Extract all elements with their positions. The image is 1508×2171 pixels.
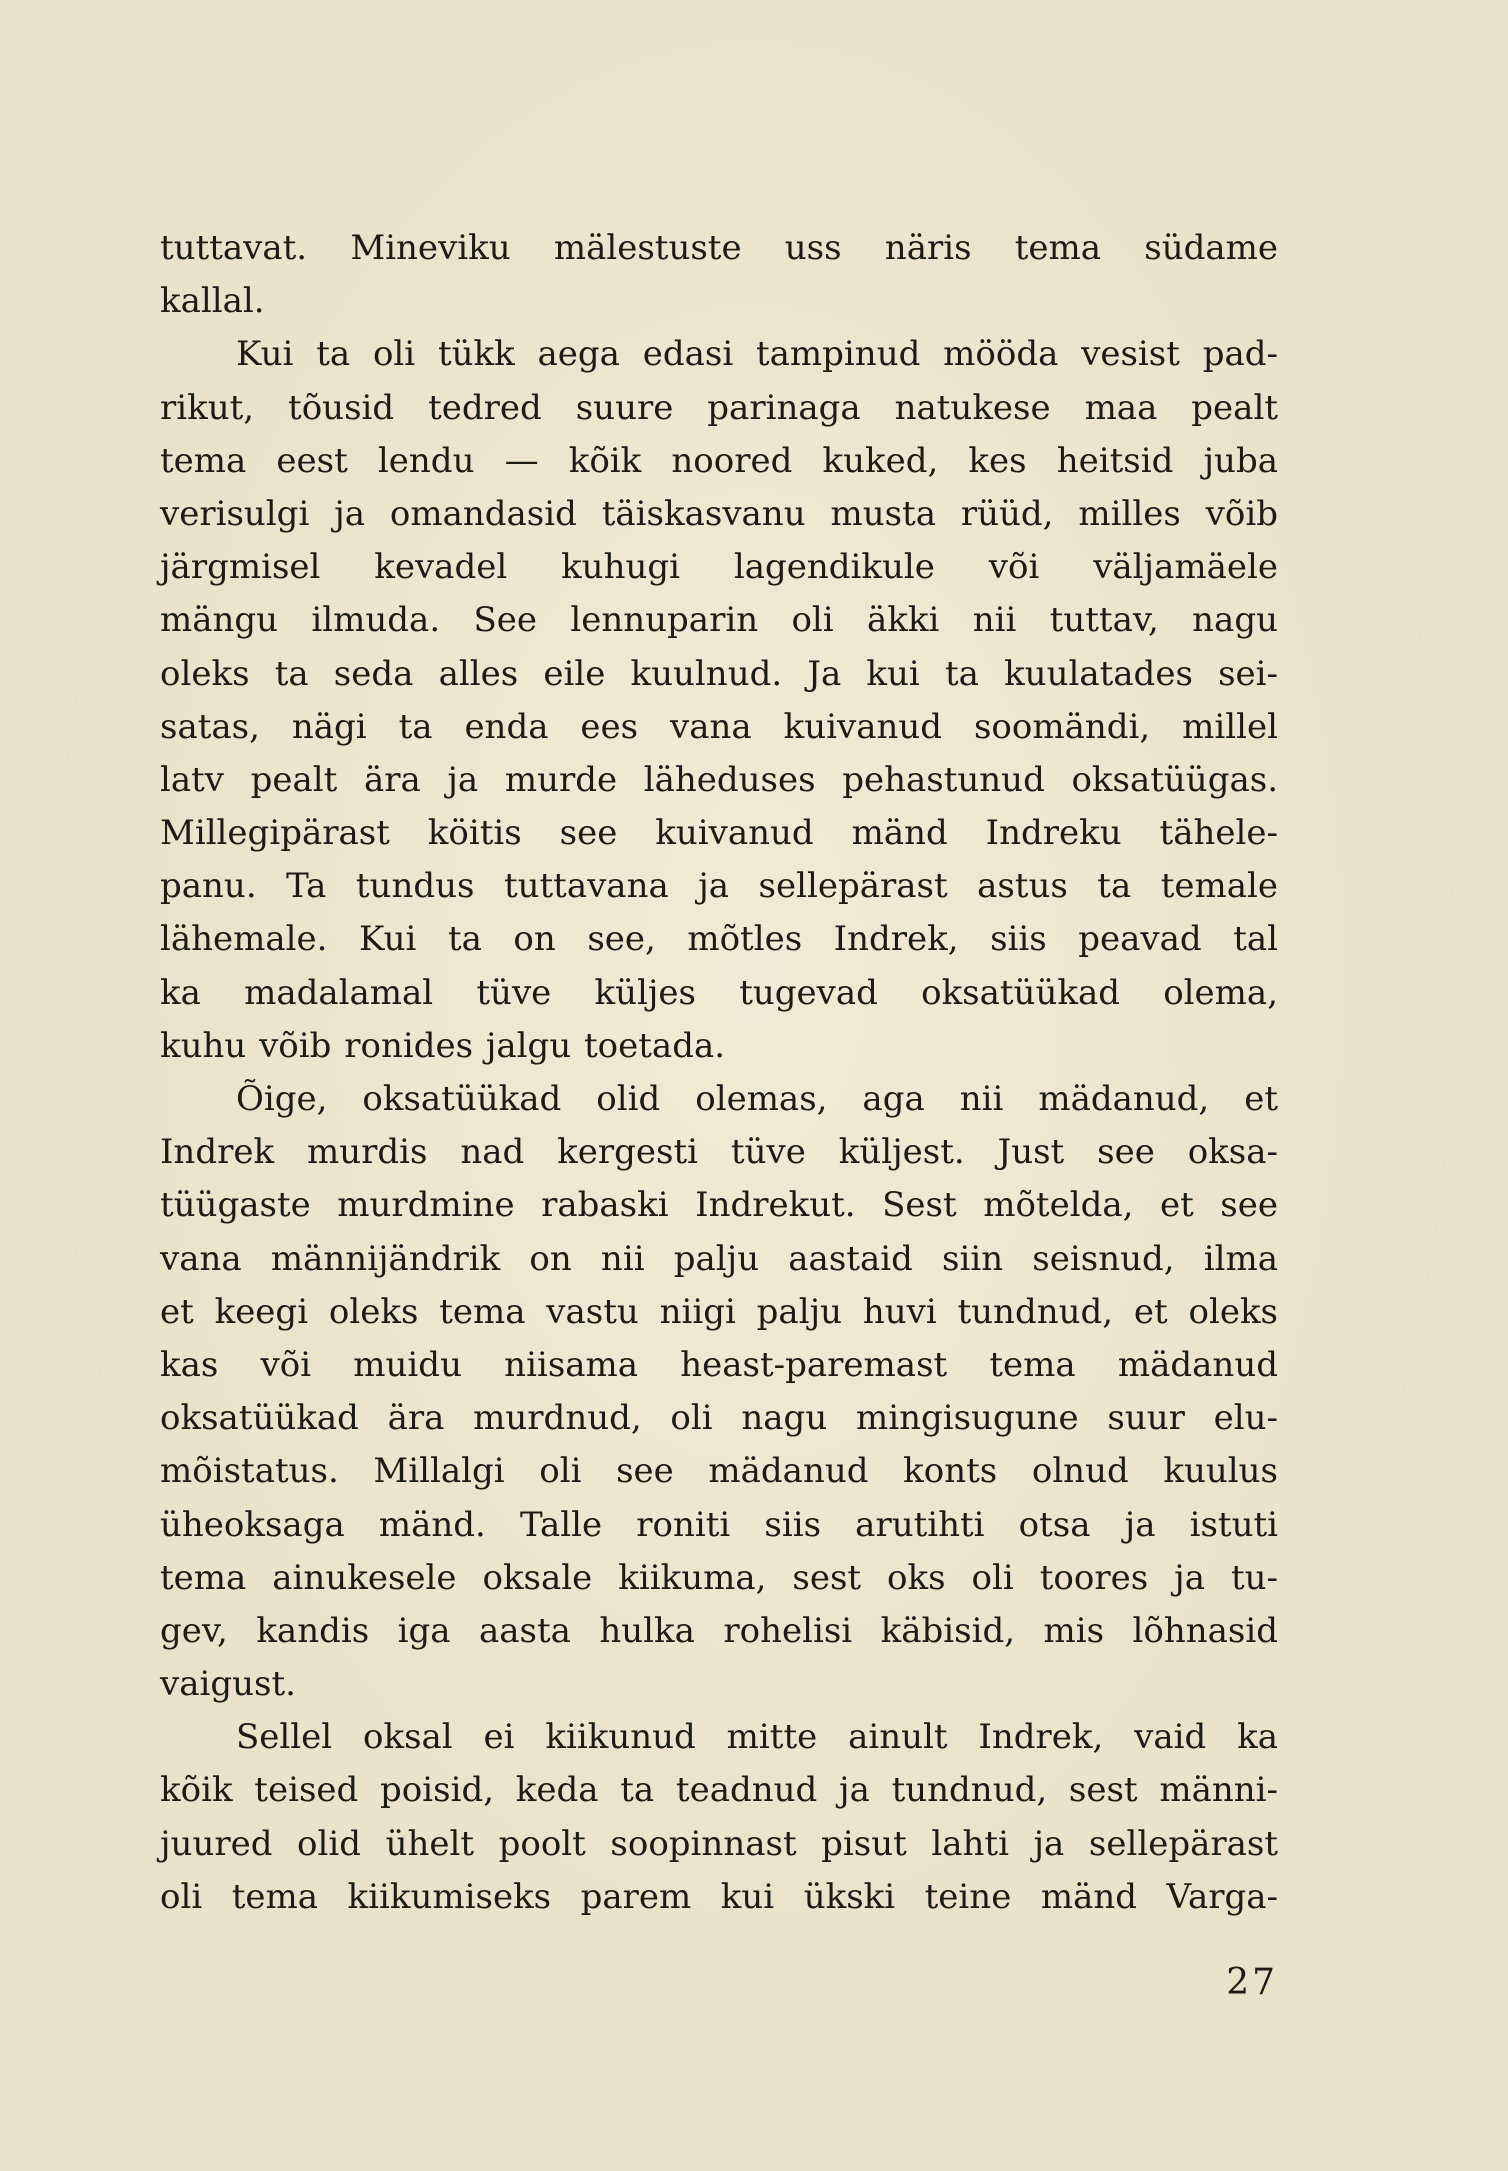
text-line: üheoksaga mänd. Talle roniti siis arutihti otsa ja istuti — [160, 1504, 1278, 1545]
text-line: vana männijändrik on nii palju aastaid siin seisnud, ilma — [160, 1238, 1278, 1279]
text-line: latv pealt ära ja murde läheduses pehastunud oksatüügas. — [160, 759, 1278, 800]
text-line: järgmisel kevadel kuhugi lagendikule või väljamäele — [160, 547, 1278, 588]
text-line: satas, nägi ta enda ees vana kuivanud soomändi, millel — [160, 706, 1278, 747]
text-line: juured olid ühelt poolt soopinnast pisut lahti ja sellepärast — [160, 1823, 1278, 1864]
body-text — [160, 222, 1278, 1924]
text-line: oksatüükad ära murdnud, oli nagu mingisugune suur elu- — [160, 1398, 1278, 1439]
text-line: tema eest lendu — kõik noored kuked, kes heitsid juba — [160, 440, 1278, 481]
text-line: Millegipärast köitis see kuivanud mänd Indreku tähele- — [160, 813, 1278, 854]
text-line: Sellel oksal ei kiikunud mitte ainult Indrek, vaid ka — [236, 1717, 1278, 1758]
text-line: oli tema kiikumiseks parem kui ükski teine mänd Varga- — [160, 1876, 1278, 1917]
text-line: ka madalamal tüve küljes tugevad oksatüükad olema, — [160, 972, 1278, 1013]
text-line: Indrek murdis nad kergesti tüve küljest. Just see oksa- — [160, 1132, 1278, 1173]
text-line: oleks ta seda alles eile kuulnud. Ja kui ta kuulatades sei- — [160, 653, 1278, 694]
text-line: rikut, tõusid tedred suure parinaga natukese maa pealt — [160, 387, 1278, 428]
text-line: kõik teised poisid, keda ta teadnud ja tundnud, sest männi- — [160, 1770, 1278, 1811]
text-line: lähemale. Kui ta on see, mõtles Indrek, siis peavad tal — [160, 919, 1278, 960]
text-line: panu. Ta tundus tuttavana ja sellepärast astus ta temale — [160, 866, 1278, 907]
text-line: verisulgi ja omandasid täiskasvanu musta rüüd, milles võib — [160, 493, 1278, 534]
text-line: tema ainukesele oksale kiikuma, sest oks oli toores ja tu- — [160, 1557, 1278, 1598]
text-line: mängu ilmuda. See lennuparin oli äkki nii tuttav, nagu — [160, 600, 1278, 641]
text-line: vaigust. — [160, 1664, 296, 1705]
text-line: et keegi oleks tema vastu niigi palju huvi tundnud, et oleks — [160, 1291, 1278, 1332]
text-line: kas või muidu niisama heast-paremast tema mädanud — [160, 1344, 1278, 1385]
text-line: kuhu võib ronides jalgu toetada. — [160, 1025, 726, 1066]
text-line: tüügaste murdmine rabaski Indrekut. Sest mõtelda, et see — [160, 1185, 1278, 1226]
text-line: gev, kandis iga aasta hulka rohelisi käbisid, mis lõhnasid — [160, 1610, 1278, 1651]
page-number: 27 — [1226, 1962, 1278, 2003]
text-line: Õige, oksatüükad olid olemas, aga nii mädanud, et — [236, 1079, 1278, 1119]
text-line: tuttavat. Mineviku mälestuste uss näris tema südame — [160, 228, 1278, 268]
text-line: Kui ta oli tükk aega edasi tampinud mööda vesist pad- — [236, 334, 1278, 375]
text-line: mõistatus. Millalgi oli see mädanud konts olnud kuulus — [160, 1451, 1278, 1492]
text-line: kallal. — [160, 281, 265, 322]
